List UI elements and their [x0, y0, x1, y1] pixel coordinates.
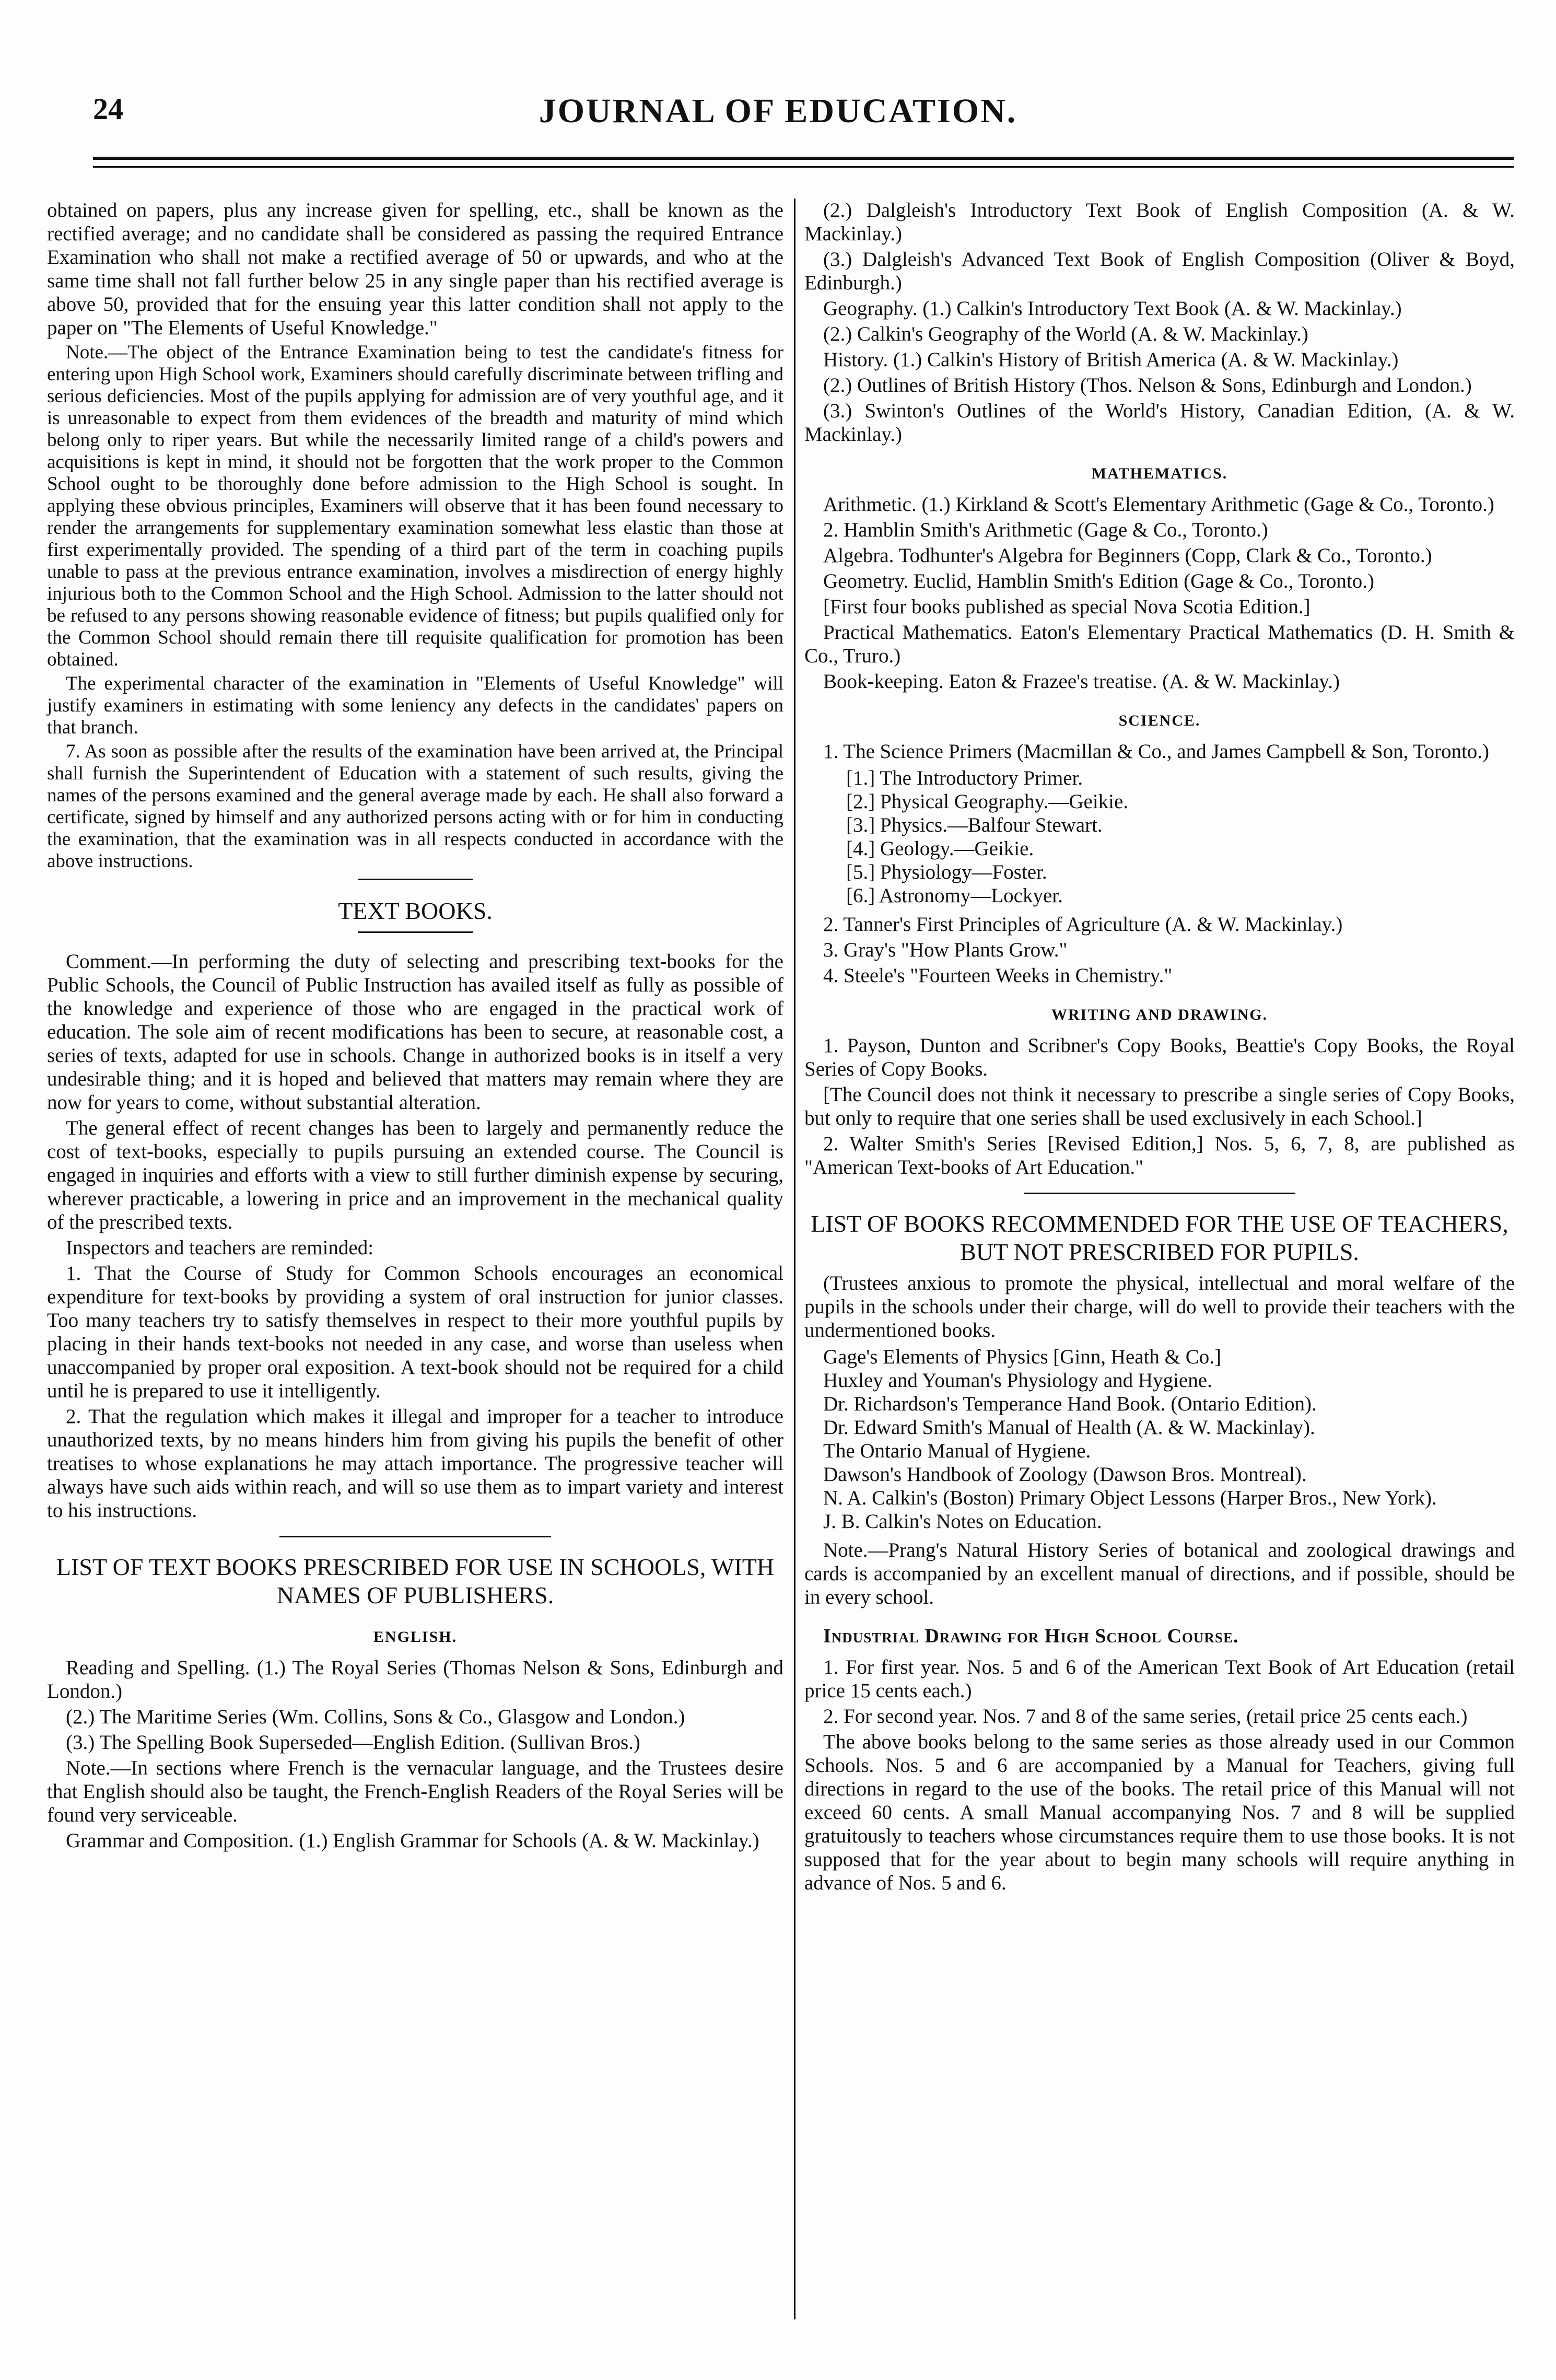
list-item: [1.] The Introductory Primer. — [846, 767, 1083, 789]
science-primers-list — [846, 766, 1515, 907]
section-rule — [358, 879, 473, 880]
list-item: Reading and Spelling. (1.) The Royal Series (Thomas Nelson & Sons, Edinburgh and London.) — [47, 1656, 783, 1702]
list-item: Geography. (1.) Calkin's Introductory Text Book (A. & W. Mackinlay.) — [823, 297, 1402, 320]
list-item: The Ontario Manual of Hygiene. — [823, 1440, 1091, 1462]
recommended-books-list — [823, 1345, 1515, 1533]
paragraph: 1. That the Course of Study for Common Schools encourages an economical expenditure for text-books by providing a system of oral instruction for junior classes. Too many teachers try to satisfy themselves in respect to their more youthful pupils by placing in their hands text-books not needed in any case, and worse than useless when unaccompanied by proper oral exposition. A text-book should not be required for a child until he is prepared to use it intelligently. — [47, 1262, 783, 1402]
section-rule — [1024, 1193, 1295, 1194]
list-item: 2. Tanner's First Principles of Agriculture (A. & W. Mackinlay.) — [823, 913, 1343, 936]
section-heading-list: LIST OF TEXT BOOKS PRESCRIBED FOR USE IN SCHOOLS, WITH NAMES OF PUBLISHERS. — [56, 1554, 775, 1608]
page-number: 24 — [93, 92, 123, 126]
list-item: 1. For first year. Nos. 5 and 6 of the American Text Book of Art Education (retail price 15 cents each.) — [804, 1656, 1515, 1702]
list-item: (2.) Outlines of British History (Thos. Nelson & Sons, Edinburgh and London.) — [823, 374, 1472, 396]
paragraph: Comment.—In performing the duty of selecting and prescribing text-books for the Public Schools, the Council of Public Instruction has availed itself as fully as possible of the knowledge and experience of those who are engaged in the practical work of education. The sole aim of recent modifications has been to secure, at reasonable cost, a series of texts, adapted for use in schools. Change in authorized books is in itself a very undesirable thing; and it is hoped and believed that matters may remain where they are now for years to come, without substantial alteration. — [47, 950, 783, 1114]
list-item: 2. Hamblin Smith's Arithmetic (Gage & Co., Toronto.) — [823, 519, 1268, 541]
list-item: Arithmetic. (1.) Kirkland & Scott's Elementary Arithmetic (Gage & Co., Toronto.) — [823, 493, 1494, 516]
list-item: 4. Steele's "Fourteen Weeks in Chemistry." — [823, 964, 1173, 987]
paragraph: The general effect of recent changes has been to largely and permanently reduce the cost of text-books, especially to pupils pursuing an extended course. The Council is engaged in inquiries and efforts with a view to still further diminish expense by securing, wherever practicable, a lowering in price and an improvement in the mechanical quality of the prescribed texts. — [47, 1117, 783, 1233]
list-item: 2. Walter Smith's Series [Revised Edition,] Nos. 5, 6, 7, 8, are published as "American Text-books of Art Education." — [804, 1133, 1515, 1179]
section-heading-textbooks: TEXT BOOKS. — [338, 897, 493, 924]
left-column — [47, 199, 783, 1854]
list-item: 1. The Science Primers (Macmillan & Co., and James Campbell & Son, Toronto.) — [823, 740, 1490, 763]
note-paragraph: Note.—In sections where French is the vernacular language, and the Trustees desire that English should also be taught, the French-English Readers of the Royal Series will be found very serviceable. — [47, 1757, 783, 1826]
list-item: (2.) The Maritime Series (Wm. Collins, Sons & Co., Glasgow and London.) — [66, 1706, 685, 1728]
list-item: [5.] Physiology—Foster. — [846, 861, 1047, 883]
paragraph: (Trustees anxious to promote the physical, intellectual and moral welfare of the pupils in the schools under their charge, will do well to provide their teachers with the undermentioned books. — [804, 1272, 1515, 1341]
paragraph: Inspectors and teachers are reminded: — [66, 1236, 374, 1259]
subheading-mathematics: MATHEMATICS. — [1091, 465, 1228, 482]
paragraph: 7. As soon as possible after the results of the examination have been arrived at, the Principal shall furnish the Superintendent of Education with a statement of such results, giving the names of the persons examined and the general average made by each. He shall also forward a certificate, signed by himself and any authorized persons acting with or for him in conducting the examination, that the examination was in all respects conducted in accordance with the above instructions. — [47, 741, 783, 872]
paragraph: The experimental character of the examination in "Elements of Useful Knowledge" will justify examiners in estimating with some leniency any defects in the candidates' papers on that branch. — [47, 673, 783, 738]
list-item: J. B. Calkin's Notes on Education. — [823, 1510, 1102, 1533]
list-item: Dawson's Handbook of Zoology (Dawson Bros. Montreal). — [823, 1463, 1307, 1486]
note-paragraph: [The Council does not think it necessary to prescribe a single series of Copy Books, but only to require that one series shall be used exclusively in each School.] — [804, 1083, 1515, 1129]
note-paragraph: Note.—Prang's Natural History Series of botanical and zoological drawings and cards is accompanied by an excellent manual of directions, and if possible, should be in every school. — [804, 1539, 1515, 1608]
section-heading-recommended: LIST OF BOOKS RECOMMENDED FOR THE USE OF TEACHERS, BUT NOT PRESCRIBED FOR PUPILS. — [811, 1210, 1508, 1265]
paragraph: obtained on papers, plus any increase given for spelling, etc., shall be known as the rectified average; and no candidate shall be considered as passing the required Entrance Examination who shall not make a rectified average of 50 or upwards, and who at the same time shall not fall further below 25 in any single paper than his rectified average is above 50, provided that for the ensuing year this latter condition shall not apply to the paper on "The Elements of Useful Knowledge." — [47, 199, 783, 339]
header-rule-thick — [93, 157, 1514, 160]
subheading-industrial-drawing: Industrial Drawing for High School Course. — [823, 1625, 1239, 1647]
list-item: Dr. Edward Smith's Manual of Health (A. & W. Mackinlay). — [823, 1416, 1315, 1439]
subheading-english: ENGLISH. — [373, 1628, 458, 1646]
list-item: Grammar and Composition. (1.) English Grammar for Schools (A. & W. Mackinlay.) — [66, 1829, 759, 1852]
list-item: Algebra. Todhunter's Algebra for Beginners (Copp, Clark & Co., Toronto.) — [823, 544, 1432, 567]
column-divider — [794, 199, 795, 2319]
list-item: (3.) Dalgleish's Advanced Text Book of English Composition (Oliver & Boyd, Edinburgh.) — [804, 248, 1515, 294]
list-item: [First four books published as special Nova Scotia Edition.] — [823, 596, 1311, 618]
paragraph: The above books belong to the same series as those already used in our Common Schools. Nos. 5 and 6 are accompanied by a Manual for Teachers, giving full directions in regard to the use of the books. The retail price of this Manual will not exceed 60 cents. A small Manual accompanying Nos. 7 and 8 will be supplied gratuitously to teachers whose circumstances require them to use those books. It is not supposed that for the year about to begin many schools will require anything in advance of Nos. 5 and 6. — [804, 1731, 1515, 1894]
section-rule — [279, 1536, 551, 1537]
list-item: [4.] Geology.—Geikie. — [846, 837, 1034, 860]
list-item: (2.) Dalgleish's Introductory Text Book of English Composition (A. & W. Mackinlay.) — [804, 199, 1515, 245]
list-item: [6.] Astronomy—Lockyer. — [846, 884, 1063, 907]
list-item: (2.) Calkin's Geography of the World (A. & W. Mackinlay.) — [823, 323, 1308, 345]
list-item: [3.] Physics.—Balfour Stewart. — [846, 814, 1103, 836]
list-item: 3. Gray's "How Plants Grow." — [823, 939, 1068, 961]
list-item: (3.) Swinton's Outlines of the World's History, Canadian Edition, (A. & W. Mackinlay.) — [804, 400, 1515, 446]
paragraph: 2. That the regulation which makes it illegal and improper for a teacher to introduce unauthorized texts, by no means hinders him from giving his pupils the benefit of other treatises to whose explanations he may attach importance. The progressive teacher will always have such aids within reach, and will so use them as to impart variety and interest to his instructions. — [47, 1405, 783, 1522]
header-rule-thin — [93, 166, 1514, 168]
list-item: Dr. Richardson's Temperance Hand Book. (Ontario Edition). — [823, 1393, 1317, 1415]
right-column — [804, 199, 1515, 1897]
list-item: Huxley and Youman's Physiology and Hygiene. — [823, 1369, 1212, 1392]
journal-title: JOURNAL OF EDUCATION. — [539, 92, 1017, 130]
list-item: Practical Mathematics. Eaton's Elementary Practical Mathematics (D. H. Smith & Co., Truro.) — [804, 621, 1515, 667]
list-item: Book-keeping. Eaton & Frazee's treatise. (A. & W. Mackinlay.) — [823, 670, 1340, 693]
list-item: (3.) The Spelling Book Superseded—English Edition. (Sullivan Bros.) — [66, 1731, 640, 1754]
subheading-writing-drawing: WRITING AND DRAWING. — [1051, 1006, 1268, 1023]
note-paragraph: Note.—The object of the Entrance Examination being to test the candidate's fitness for entering upon High School work, Examiners should carefully discriminate between trifling and serious deficiencies. Most of the pupils applying for admission are of very youthful age, and it is unreasonable to expect from them evidences of the breadth and maturity of mind which belong only to riper years. But while the necessarily limited range of a child's powers and acquisitions is kept in mind, it should not be forgotten that the work proper to the Common School ought to be thoroughly done before admission to the High School is sought. In applying these obvious principles, Examiners will observe that it has been found necessary to render the arrangements for supplementary examination somewhat less elastic than those at first experimentally provided. The spending of a third part of the term in coaching pupils unable to pass at the previous entrance examination, involves a misdirection of energy highly injurious both to the Common School and the High School. Admission to the latter should not be refused to any persons showing reasonable evidence of fitness; but pupils qualified only for the Common School should remain there till requisite qualification for promotion has been obtained. — [47, 342, 783, 670]
subheading-science: SCIENCE. — [1118, 712, 1201, 729]
section-rule — [358, 931, 473, 933]
list-item: History. (1.) Calkin's History of British America (A. & W. Mackinlay.) — [823, 348, 1399, 371]
list-item: Gage's Elements of Physics [Ginn, Heath & Co.] — [823, 1346, 1221, 1368]
list-item: 2. For second year. Nos. 7 and 8 of the same series, (retail price 25 cents each.) — [823, 1705, 1468, 1728]
list-item: 1. Payson, Dunton and Scribner's Copy Books, Beattie's Copy Books, the Royal Series of Copy Books. — [804, 1034, 1515, 1080]
list-item: [2.] Physical Geography.—Geikie. — [846, 790, 1129, 813]
list-item: Geometry. Euclid, Hamblin Smith's Edition (Gage & Co., Toronto.) — [823, 570, 1374, 592]
list-item: N. A. Calkin's (Boston) Primary Object Lessons (Harper Bros., New York). — [823, 1487, 1437, 1509]
